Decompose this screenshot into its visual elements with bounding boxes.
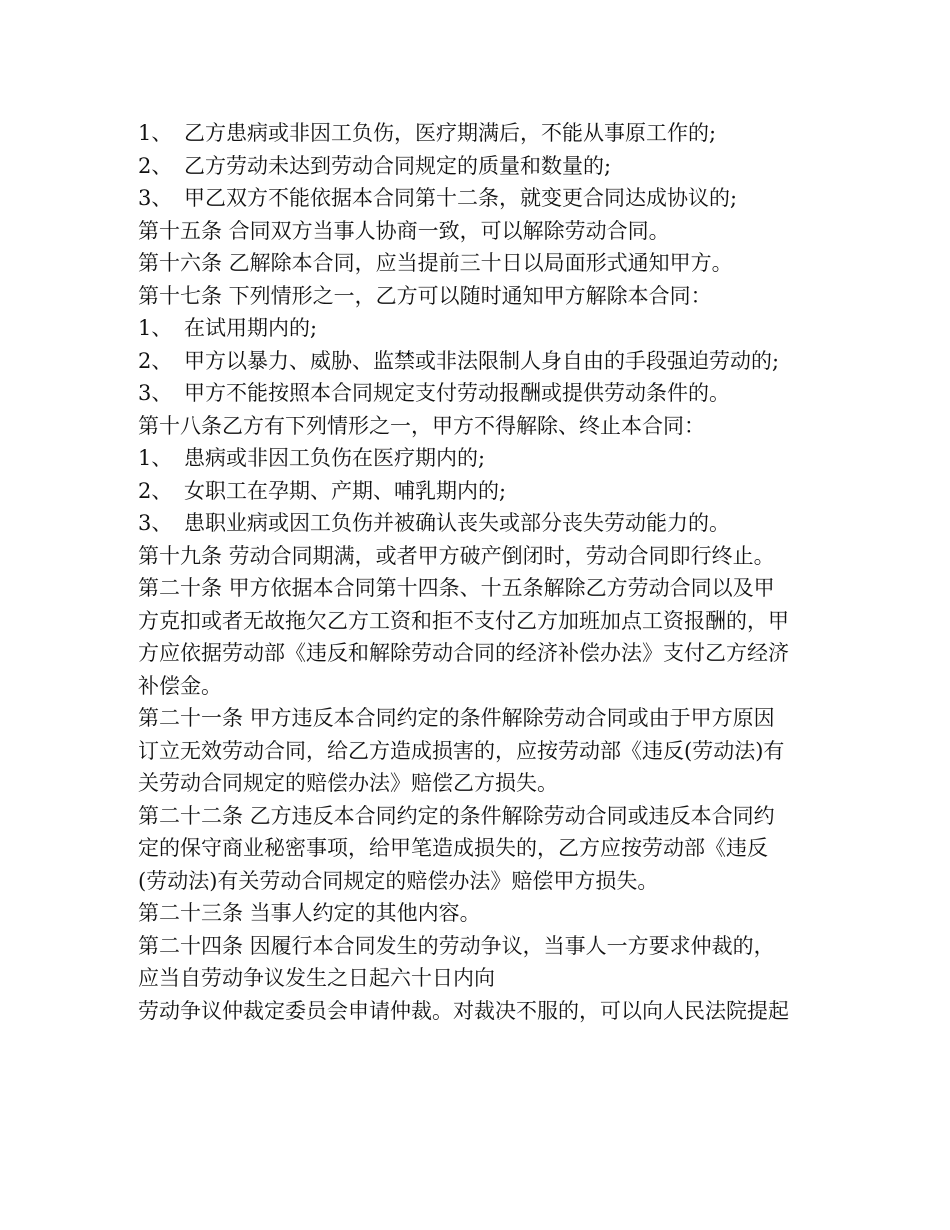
item-number: 3、 bbox=[138, 511, 173, 535]
article-24-line: 第二十四条 因履行本合同发生的劳动争议，当事人一方要求仲裁的， bbox=[138, 933, 775, 958]
article-17: 第十七条 下列情形之一，乙方可以随时通知甲方解除本合同： bbox=[138, 283, 712, 308]
item-number: 2、 bbox=[138, 478, 173, 503]
article-20-line: 方应依据劳动部《违反和解除劳动合同的经济补偿办法》支付乙方经济 bbox=[138, 641, 789, 665]
item-text: 甲方不能按照本合同规定支付劳动报酬或提供劳动条件的。 bbox=[184, 381, 730, 405]
item-number: 1、 bbox=[138, 446, 173, 470]
item-text: 患职业病或因工负伤并被确认丧失或部分丧失劳动能力的。 bbox=[184, 511, 730, 535]
item-text: 女职工在孕期、产期、哺乳期内的; bbox=[184, 478, 507, 503]
article-22-line: 定的保守商业秘密事项，给甲笔造成损失的，乙方应按劳动部《违反 bbox=[138, 836, 768, 860]
item-number: 3、 bbox=[138, 186, 173, 210]
item-number: 1、 bbox=[138, 121, 173, 145]
article-15: 第十五条 合同双方当事人协商一致，可以解除劳动合同。 bbox=[138, 218, 670, 243]
list-item bbox=[138, 475, 828, 508]
item-text: 在试用期内的; bbox=[184, 316, 318, 340]
item-number: 2、 bbox=[138, 348, 173, 373]
article-22-line: 第二十二条 乙方违反本合同约定的条件解除劳动合同或违反本合同约 bbox=[138, 803, 775, 828]
list-item bbox=[138, 117, 828, 150]
article-21-line: 关劳动合同规定的赔偿办法》赔偿乙方损失。 bbox=[138, 771, 558, 795]
article-21-line: 第二十一条 甲方违反本合同约定的条件解除劳动合同或由于甲方原因 bbox=[138, 706, 775, 730]
list-item bbox=[138, 377, 828, 410]
article-24-line: 劳动争议仲裁定委员会申请仲裁。对裁决不服的，可以向人民法院提起 bbox=[138, 998, 789, 1023]
list-item bbox=[138, 312, 828, 345]
article-16: 第十六条 乙解除本合同，应当提前三十日以局面形式通知甲方。 bbox=[138, 251, 733, 275]
article-20-line: 第二十条 甲方依据本合同第十四条、十五条解除乙方劳动合同以及甲 bbox=[138, 576, 775, 600]
document-body bbox=[138, 117, 828, 1027]
item-number: 1、 bbox=[138, 316, 173, 340]
article-20-line: 补偿金。 bbox=[138, 673, 222, 698]
article-21-line: 订立无效劳动合同，给乙方造成损害的，应按劳动部《违反(劳动法)有 bbox=[138, 738, 785, 763]
article-18: 第十八条乙方有下列情形之一，甲方不得解除、终止本合同： bbox=[138, 413, 705, 438]
list-item bbox=[138, 150, 828, 183]
item-text: 甲乙双方不能依据本合同第十二条，就变更合同达成协议的; bbox=[184, 186, 738, 210]
article-19: 第十九条 劳动合同期满，或者甲方破产倒闭时，劳动合同即行终止。 bbox=[138, 543, 775, 568]
list-item bbox=[138, 507, 828, 540]
article-24-line: 应当自劳动争议发生之日起六十日内向 bbox=[138, 966, 495, 990]
list-item bbox=[138, 182, 828, 215]
item-number: 2、 bbox=[138, 153, 173, 178]
article-23: 第二十三条 当事人约定的其他内容。 bbox=[138, 901, 481, 925]
article-22-line: (劳动法)有关劳动合同规定的赔偿办法》赔偿甲方损失。 bbox=[138, 868, 659, 893]
item-text: 乙方劳动未达到劳动合同规定的质量和数量的; bbox=[184, 153, 612, 178]
item-number: 3、 bbox=[138, 381, 173, 405]
list-item bbox=[138, 442, 828, 475]
item-text: 患病或非因工负伤在医疗期内的; bbox=[184, 446, 486, 470]
list-item bbox=[138, 345, 828, 378]
item-text: 甲方以暴力、威胁、监禁或非法限制人身自由的手段强迫劳动的; bbox=[184, 348, 780, 373]
item-text: 乙方患病或非因工负伤，医疗期满后，不能从事原工作的; bbox=[184, 121, 717, 145]
article-20-line: 方克扣或者无故拖欠乙方工资和拒不支付乙方加班加点工资报酬的，甲 bbox=[138, 608, 789, 633]
